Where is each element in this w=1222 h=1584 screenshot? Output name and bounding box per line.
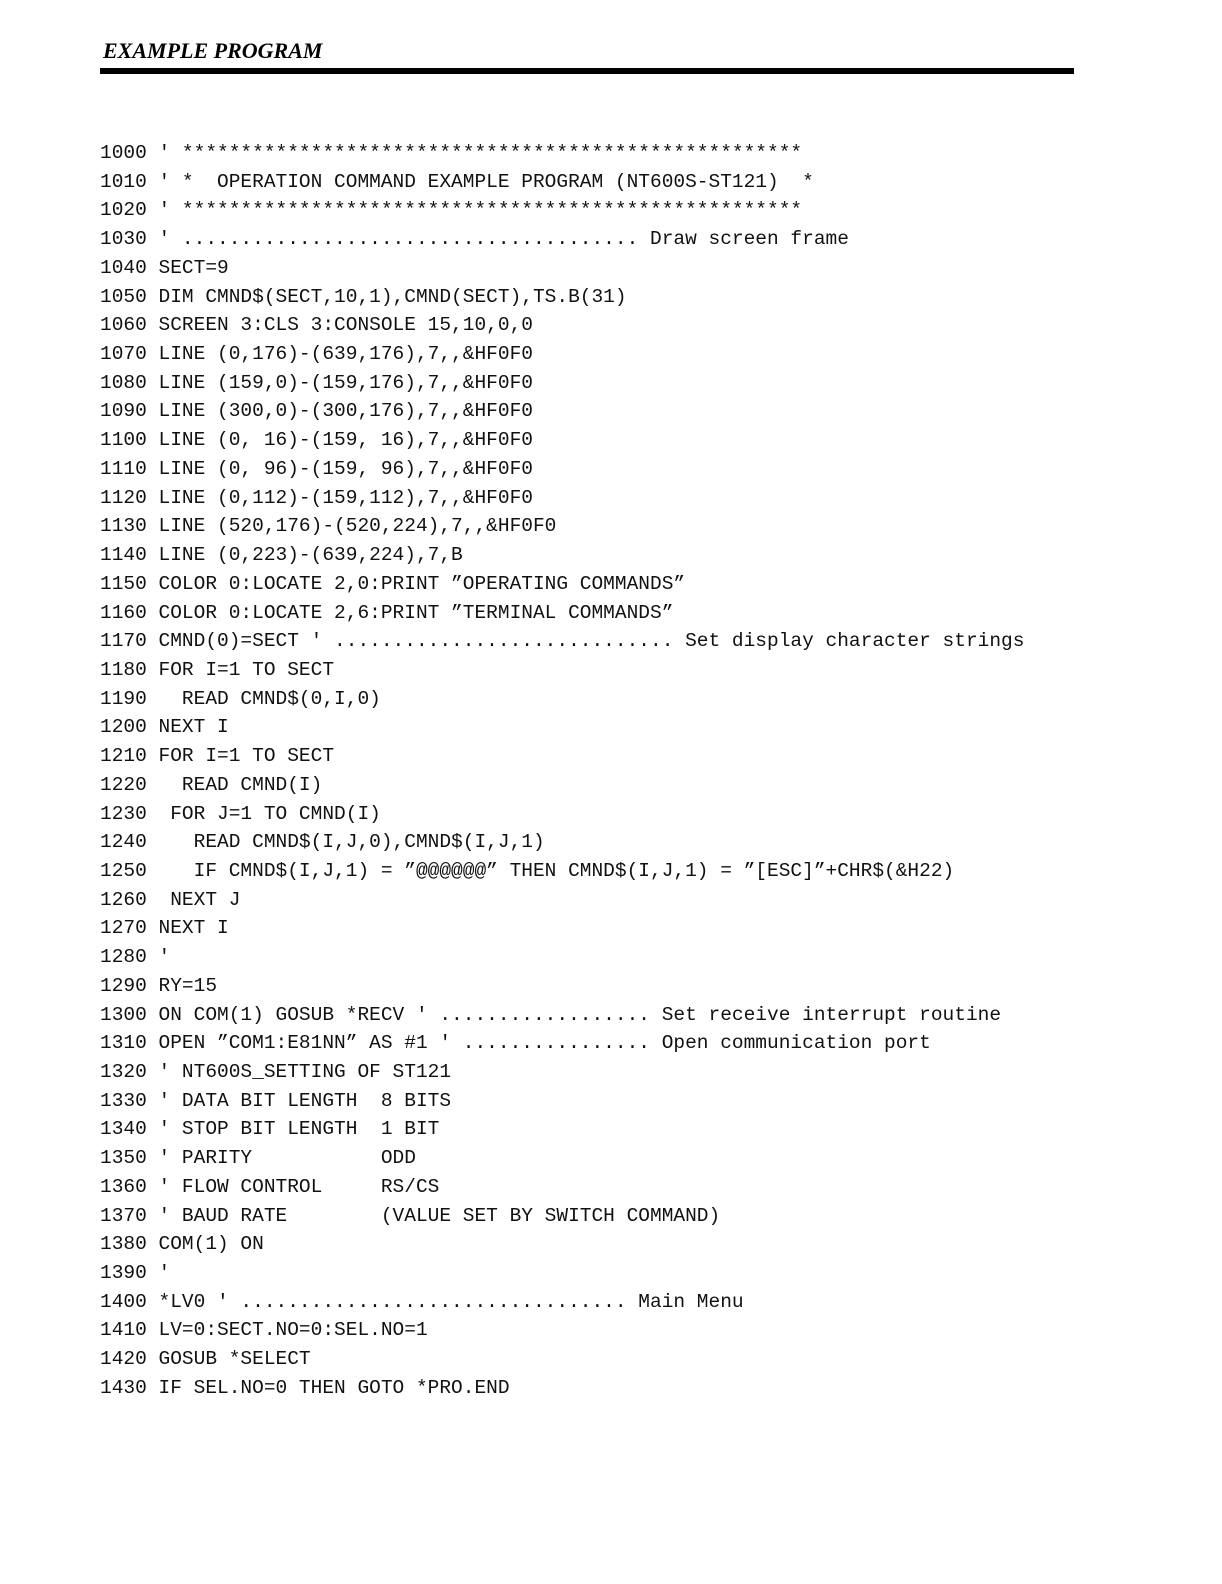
code-line: 1040 SECT=9	[100, 256, 229, 279]
code-line: 1150 COLOR 0:LOCATE 2,0:PRINT ”OPERATING COMMANDS”	[100, 572, 686, 595]
code-line: 1010 ' * OPERATION COMMAND EXAMPLE PROGRAM (NT600S-ST121) *	[100, 170, 814, 193]
code-line: 1090 LINE (300,0)-(300,176),7,,&HF0F0	[100, 400, 533, 423]
code-line: 1110 LINE (0, 96)-(159, 96),7,,&HF0F0	[100, 457, 533, 480]
code-line: 1300 ON COM(1) GOSUB *RECV ' .................. Set receive interrupt routine	[100, 1003, 1002, 1026]
code-line: 1060 SCREEN 3:CLS 3:CONSOLE 15,10,0,0	[100, 314, 533, 337]
program-listing	[100, 139, 1100, 1403]
code-line: 1360 ' FLOW CONTROL RS/CS	[100, 1175, 440, 1198]
code-line: 1050 DIM CMND$(SECT,10,1),CMND(SECT),TS.B(31)	[100, 285, 627, 308]
code-line: 1290 RY=15	[100, 974, 218, 997]
code-line: 1220 READ CMND(I)	[100, 773, 323, 796]
code-line: 1100 LINE (0, 16)-(159, 16),7,,&HF0F0	[100, 429, 533, 452]
code-line: 1130 LINE (520,176)-(520,224),7,,&HF0F0	[100, 515, 557, 538]
code-line: 1380 COM(1) ON	[100, 1233, 264, 1256]
code-line: 1240 READ CMND$(I,J,0),CMND$(I,J,1)	[100, 831, 545, 854]
code-line: 1250 IF CMND$(I,J,1) = ”@@@@@@” THEN CMND$(I,J,1) = ”[ESC]”+CHR$(&H22)	[100, 859, 955, 882]
code-line: 1330 ' DATA BIT LENGTH 8 BITS	[100, 1089, 452, 1112]
code-line: 1180 FOR I=1 TO SECT	[100, 658, 335, 681]
code-line: 1280 '	[100, 946, 171, 969]
code-line: 1350 ' PARITY ODD	[100, 1147, 416, 1170]
code-line: 1270 NEXT I	[100, 917, 229, 940]
code-line: 1160 COLOR 0:LOCATE 2,6:PRINT ”TERMINAL COMMANDS”	[100, 601, 674, 624]
code-line: 1190 READ CMND$(0,I,0)	[100, 687, 381, 710]
code-line: 1120 LINE (0,112)-(159,112),7,,&HF0F0	[100, 486, 533, 509]
code-line: 1420 GOSUB *SELECT	[100, 1348, 311, 1371]
code-line: 1340 ' STOP BIT LENGTH 1 BIT	[100, 1118, 440, 1141]
code-line: 1170 CMND(0)=SECT ' ............................. Set display character strings	[100, 630, 1025, 653]
code-line: 1030 ' ....................................... Draw screen frame	[100, 228, 849, 251]
header-divider	[100, 68, 1074, 74]
code-line: 1310 OPEN ”COM1:E81NN” AS #1 ' ................ Open communication port	[100, 1032, 931, 1055]
code-line: 1020 ' *****************************************************	[100, 199, 803, 222]
code-line: 1230 FOR J=1 TO CMND(I)	[100, 802, 381, 825]
code-line: 1140 LINE (0,223)-(639,224),7,B	[100, 544, 463, 567]
code-line: 1390 '	[100, 1262, 171, 1285]
code-line: 1070 LINE (0,176)-(639,176),7,,&HF0F0	[100, 343, 533, 366]
code-line: 1400 *LV0 ' ................................. Main Menu	[100, 1290, 744, 1313]
code-line: 1320 ' NT600S_SETTING OF ST121	[100, 1061, 452, 1083]
page-header-title: EXAMPLE PROGRAM	[103, 38, 323, 63]
code-line: 1200 NEXT I	[100, 716, 229, 739]
code-line: 1080 LINE (159,0)-(159,176),7,,&HF0F0	[100, 371, 533, 394]
code-line: 1410 LV=0:SECT.NO=0:SEL.NO=1	[100, 1319, 428, 1342]
code-line: 1000 ' *****************************************************	[100, 142, 803, 164]
code-line: 1210 FOR I=1 TO SECT	[100, 745, 335, 768]
code-line: 1370 ' BAUD RATE (VALUE SET BY SWITCH COMMAND)	[100, 1204, 721, 1227]
code-line: 1430 IF SEL.NO=0 THEN GOTO *PRO.END	[100, 1376, 510, 1399]
code-line: 1260 NEXT J	[100, 888, 241, 911]
